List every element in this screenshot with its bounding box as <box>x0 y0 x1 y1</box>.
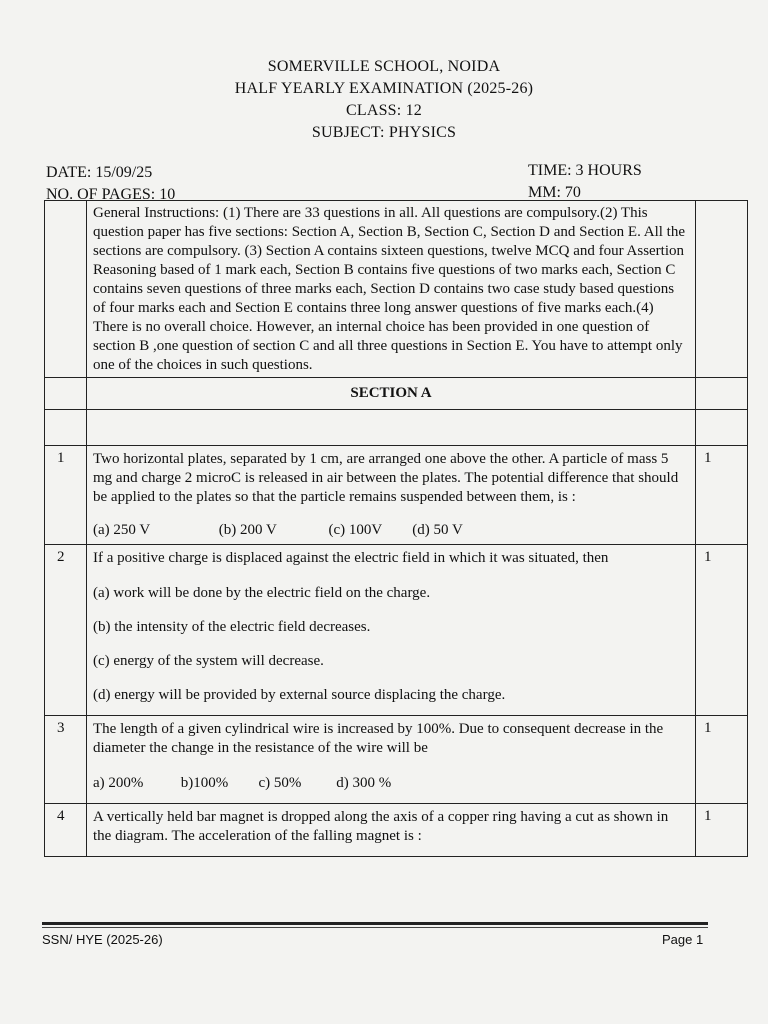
school-name: SOMERVILLE SCHOOL, NOIDA <box>267 58 501 75</box>
question-text: A vertically held bar magnet is dropped along the axis of a copper ring having a cut as shown in the diagram. The acceleration of the falling magnet is : <box>93 809 669 844</box>
empty-cell <box>45 378 87 410</box>
footer-divider <box>42 922 708 925</box>
page-number: Page 1 <box>662 932 704 947</box>
question-marks: 1 <box>696 804 748 857</box>
options-row <box>93 774 689 793</box>
question-table <box>44 200 748 857</box>
question-text: The length of a given cylindrical wire is increased by 100%. Due to consequent decrease in the diameter the change in the resistance of the wire will be <box>93 721 664 756</box>
question-number: 1 <box>45 446 87 545</box>
options-row <box>93 521 689 540</box>
meta-right <box>528 160 642 204</box>
paper-code: SSN/ HYE (2025-26) <box>42 932 163 947</box>
option: (a) work will be done by the electric field on the charge. <box>93 585 431 601</box>
page-count: NO. OF PAGES: 10 <box>46 186 176 203</box>
max-marks: MM: 70 <box>528 184 581 201</box>
question-body <box>87 446 696 545</box>
question-marks: 1 <box>696 446 748 545</box>
option: (c) energy of the system will decrease. <box>93 653 324 669</box>
option: (b) the intensity of the electric field decreases. <box>93 619 371 635</box>
subject-label: SUBJECT: PHYSICS <box>311 124 457 141</box>
question-marks: 1 <box>696 716 748 804</box>
question-number: 4 <box>45 804 87 857</box>
question-number: 3 <box>45 716 87 804</box>
empty-cell <box>45 410 87 446</box>
question-row <box>45 804 748 857</box>
question-row <box>45 545 748 716</box>
option: (d) 50 V <box>412 522 463 538</box>
footer-divider-thin <box>42 927 708 928</box>
exam-duration: TIME: 3 HOURS <box>528 162 642 179</box>
question-row <box>45 446 748 545</box>
exam-title: HALF YEARLY EXAMINATION (2025-26) <box>234 80 534 97</box>
class-label: CLASS: 12 <box>345 102 423 119</box>
empty-cell <box>45 201 87 378</box>
instructions-row <box>45 201 748 378</box>
empty-cell <box>696 378 748 410</box>
option: d) 300 % <box>336 775 392 791</box>
exam-header <box>0 56 768 144</box>
option: (a) 250 V <box>93 522 151 538</box>
question-body <box>87 716 696 804</box>
option: c) 50% <box>258 775 302 791</box>
question-row <box>45 716 748 804</box>
option: (d) energy will be provided by external source displacing the charge. <box>93 687 506 703</box>
option: b)100% <box>180 775 229 791</box>
empty-cell <box>87 410 696 446</box>
section-row <box>45 378 748 410</box>
exam-date: DATE: 15/09/25 <box>46 164 153 181</box>
option: (c) 100V <box>328 522 383 538</box>
question-text: If a positive charge is displaced against the electric field in which it was situated, then <box>93 550 609 566</box>
option: (b) 200 V <box>218 522 277 538</box>
question-marks: 1 <box>696 545 748 716</box>
empty-cell <box>696 410 748 446</box>
question-body <box>87 545 696 716</box>
empty-cell <box>696 201 748 378</box>
question-text: Two horizontal plates, separated by 1 cm, are arranged one above the other. A particle of mass 5 mg and charge 2 microC is released in air between the plates. The potential difference that should be applied to the plates so that the particle remains suspended between them, is : <box>93 451 679 505</box>
option: a) 200% <box>93 775 144 791</box>
table-spacer-row <box>45 410 748 446</box>
question-number: 2 <box>45 545 87 716</box>
question-body <box>87 804 696 857</box>
section-title: SECTION A <box>87 378 696 410</box>
general-instructions: General Instructions: (1) There are 33 questions in all. All questions are compulsory.(2) This question paper has five sections: Section A, Section B, Section C, Section D and Section E. All the sections are compulsory. (3) Section A contains sixteen questions, twelve MCQ and four Assertion Reasoning based of 1 mark each, Section B contains five questions of two marks each, Section C contains seven questions of three marks each, Section D contains two case study based questions of four marks each and Section E contains three long answer questions of five marks each.(4) There is no overall choice. However, an internal choice has been provided in one question of section B ,one question of section C and all three questions in Section E. You have to attempt only one of the choices in such questions. <box>87 201 696 378</box>
